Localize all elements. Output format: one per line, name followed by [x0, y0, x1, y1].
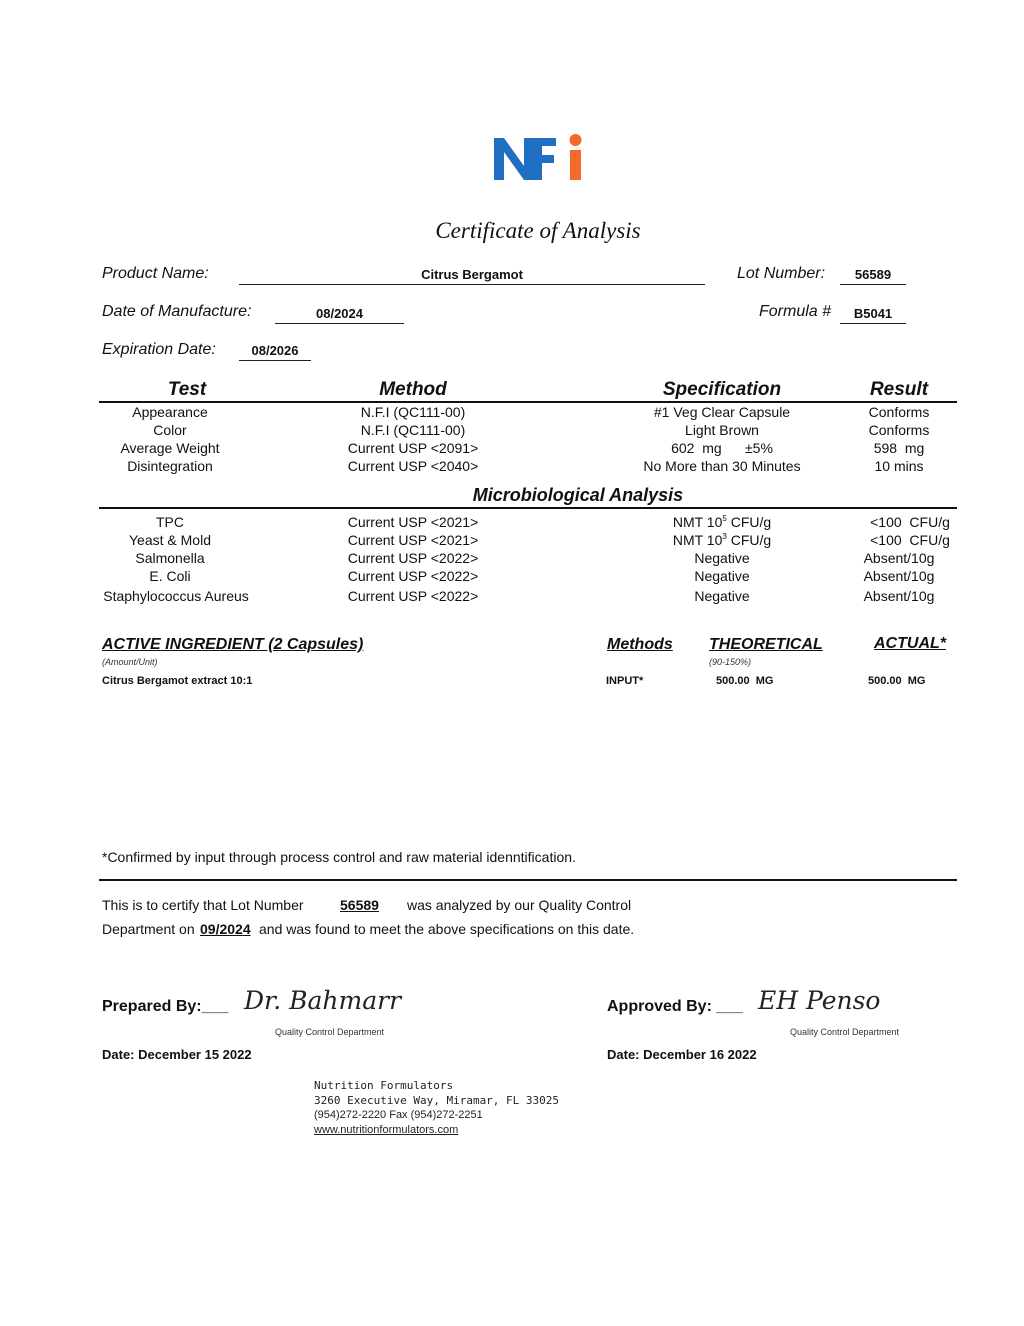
test-row-appearance-result: Conforms — [868, 404, 930, 420]
prepared-signature: Dr. Bahmarr — [244, 986, 402, 1015]
certify-lot-number: 56589 — [340, 897, 379, 913]
logo-letter-n — [494, 138, 534, 180]
micro-row-salmonella-result: Absent/10g — [863, 550, 935, 566]
logo-letter-i-stem — [570, 150, 581, 180]
micro-row-yeast-method: Current USP <2021> — [347, 532, 479, 548]
footnote-rule — [99, 879, 957, 881]
micro-row-staph-method: Current USP <2022> — [347, 588, 479, 604]
micro-row-salmonella-test: Salmonella — [135, 550, 205, 566]
approved-by-label: Approved By: ___ — [607, 998, 744, 1015]
test-row-weight-method: Current USP <2091> — [347, 440, 479, 456]
test-row-color-spec: Light Brown — [685, 422, 759, 438]
test-row-color-test: Color — [153, 422, 187, 438]
date-of-manufacture-value: 08/2024 — [275, 306, 404, 324]
nfi-logo — [494, 132, 588, 180]
formula-value: B5041 — [840, 306, 906, 324]
test-row-disintegration-result: 10 mins — [874, 458, 924, 474]
micro-row-ecoli-test: E. Coli — [149, 568, 191, 584]
micro-row-staph-test: Staphylococcus Aureus — [103, 588, 249, 604]
micro-row-salmonella-spec: Negative — [694, 550, 750, 566]
test-table-rule — [99, 401, 957, 403]
result-header: Result — [869, 379, 929, 400]
company-street: 3260 Executive Way, Miramar, FL 33025 — [314, 1094, 560, 1107]
test-row-color-method: N.F.I (QC111-00) — [360, 422, 466, 438]
ingredient-method: INPUT* — [606, 675, 644, 687]
micro-row-yeast-spec: NMT $10^3$ CFU/g — [672, 532, 772, 548]
test-row-weight-result: 598 mg — [873, 440, 925, 456]
actual-header: ACTUAL* — [874, 635, 946, 652]
micro-row-tpc-spec: NMT $10^5$ CFU/g — [672, 514, 772, 530]
methods-header: Methods — [607, 636, 673, 653]
micro-row-yeast-test: Yeast & Mold — [129, 532, 211, 548]
micro-table-rule — [99, 507, 957, 509]
micro-row-ecoli-result: Absent/10g — [863, 568, 935, 584]
ingredient-actual: 500.00 MG — [868, 675, 926, 687]
prepared-by-label: Prepared By:___ — [102, 998, 229, 1015]
micro-row-salmonella-method: Current USP <2022> — [347, 550, 479, 566]
document-title: Certificate of Analysis — [435, 218, 641, 243]
approved-signature: EH Penso — [758, 986, 881, 1015]
micro-row-yeast-result: <100 CFU/g — [870, 532, 950, 548]
test-row-disintegration-method: Current USP <2040> — [347, 458, 479, 474]
formula-label: Formula # — [759, 303, 832, 320]
method-header: Method — [379, 379, 447, 400]
micro-row-staph-spec: Negative — [694, 588, 750, 604]
micro-row-tpc-test: TPC — [156, 514, 184, 530]
company-website-link[interactable]: www.nutritionformulators.com — [314, 1124, 459, 1136]
test-row-disintegration-spec: No More than 30 Minutes — [643, 458, 801, 474]
micro-row-staph-result: Absent/10g — [863, 588, 935, 604]
approved-department: Quality Control Department — [790, 1027, 900, 1037]
date-of-manufacture-label: Date of Manufacture: — [102, 303, 252, 320]
logo-letter-i-dot — [570, 134, 582, 146]
certify-text-2: was analyzed by our Quality Control — [407, 897, 632, 913]
certify-text-4: and was found to meet the above specifications on this date. — [259, 921, 635, 937]
lot-number-value: 56589 — [840, 267, 906, 285]
test-row-appearance-method: N.F.I (QC111-00) — [360, 404, 466, 420]
active-ingredient-header: ACTIVE INGREDIENT (2 Capsules) — [102, 636, 364, 653]
logo-letter-f — [532, 138, 556, 180]
product-name-value: Citrus Bergamot — [239, 267, 705, 285]
specification-header: Specification — [662, 379, 782, 400]
micro-title: Microbiological Analysis — [472, 485, 684, 505]
certify-text-3: Department on — [102, 921, 195, 937]
footnote: *Confirmed by input through process control and raw material idenntification. — [102, 849, 576, 865]
test-header: Test — [167, 379, 207, 400]
test-row-appearance-test: Appearance — [132, 404, 208, 420]
test-row-appearance-spec: #1 Veg Clear Capsule — [653, 404, 791, 420]
theoretical-range-note: (90-150%) — [709, 657, 752, 667]
micro-row-ecoli-spec: Negative — [694, 568, 750, 584]
approved-date: Date: December 16 2022 — [607, 1047, 757, 1062]
company-address — [314, 1078, 559, 1138]
test-row-weight-test: Average Weight — [120, 440, 220, 456]
prepared-date: Date: December 15 2022 — [102, 1047, 252, 1062]
product-name-label: Product Name: — [102, 265, 209, 282]
micro-row-tpc-result: <100 CFU/g — [870, 514, 950, 530]
certify-text-1: This is to certify that Lot Number — [102, 897, 304, 913]
test-row-color-result: Conforms — [868, 422, 930, 438]
certify-date: 09/2024 — [200, 921, 251, 937]
lot-number-label: Lot Number: — [737, 265, 826, 282]
test-row-weight-spec: 602 mg ±5% — [671, 440, 773, 456]
micro-row-ecoli-method: Current USP <2022> — [347, 568, 479, 584]
micro-row-tpc-method: Current USP <2021> — [347, 514, 479, 530]
ingredient-name: Citrus Bergamot extract 10:1 — [102, 675, 253, 687]
expiration-date-value: 08/2026 — [239, 343, 311, 361]
amount-unit-note: (Amount/Unit) — [102, 657, 158, 667]
company-phone: (954)272-2220 Fax (954)272-2251 — [314, 1109, 483, 1121]
ingredient-theoretical: 500.00 MG — [716, 675, 774, 687]
theoretical-header: THEORETICAL — [709, 636, 823, 653]
expiration-date-label: Expiration Date: — [102, 341, 216, 358]
prepared-department: Quality Control Department — [275, 1027, 385, 1037]
company-name: Nutrition Formulators — [314, 1079, 454, 1092]
test-row-disintegration-test: Disintegration — [127, 458, 213, 474]
